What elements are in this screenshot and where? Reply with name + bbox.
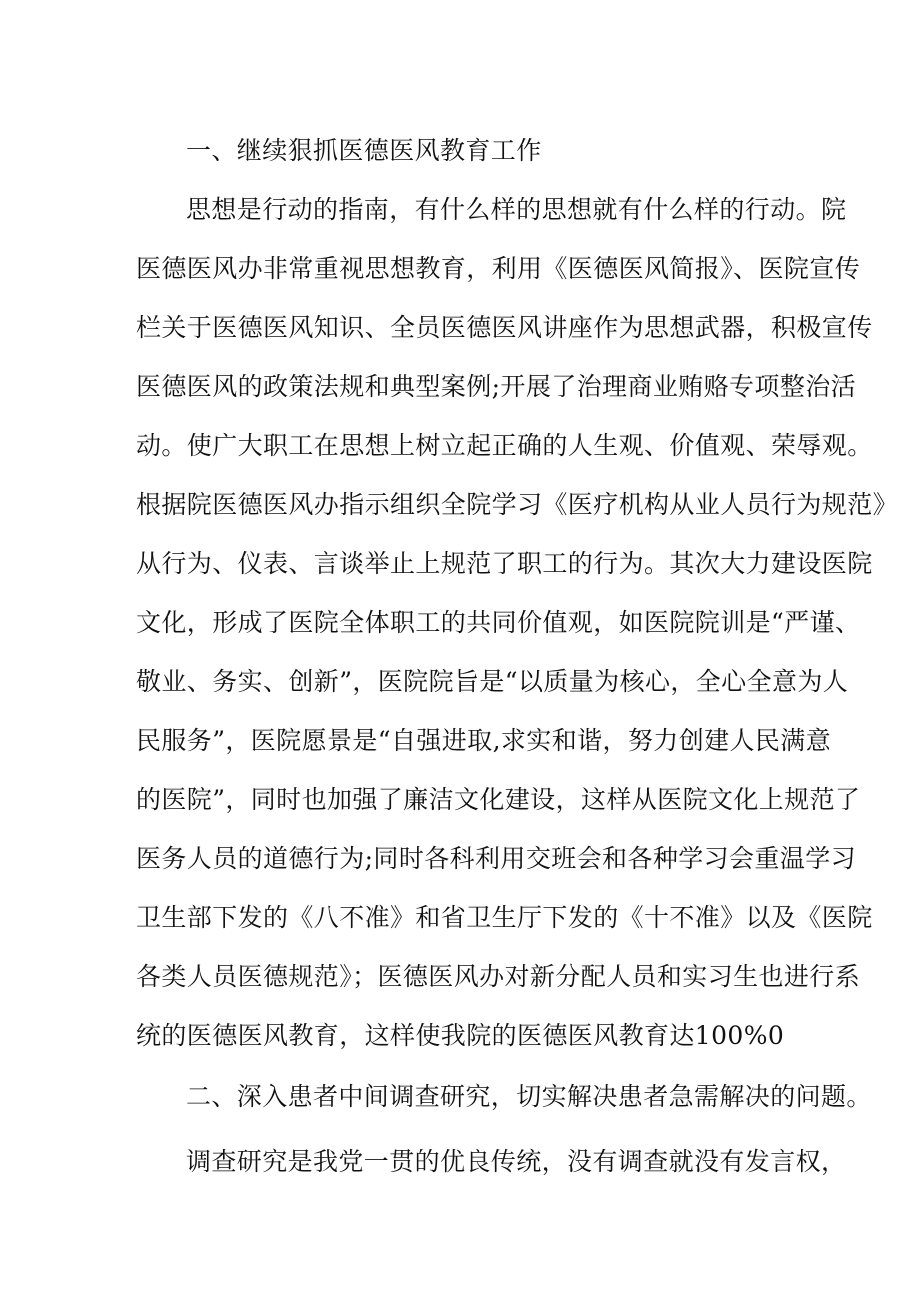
paragraph-1-line-15: 统的医德医风教育，这样使我院的医德医风教育达100%0 (136, 1021, 785, 1050)
paragraph-1-line-1: 思想是行动的指南，有什么样的思想就有什么样的行动。院 (186, 195, 847, 224)
paragraph-1-line-12: 医务人员的道德行为;同时各科利用交班会和各种学习会重温学习 (136, 844, 857, 873)
paragraph-1-line-6: 根据院医德医风办指示组织全院学习《医疗机构从业人员行为规范》 (136, 490, 899, 519)
paragraph-1-line-4: 医德医风的政策法规和典型案例;开展了治理商业贿赂专项整治活 (136, 372, 857, 401)
section-heading-2: 二、深入患者中间调查研究，切实解决患者急需解决的问题。 (186, 1082, 872, 1111)
paragraph-1-line-8: 文化，形成了医院全体职工的共同价值观，如医院院训是“严谨、 (136, 608, 861, 637)
paragraph-1-line-3: 栏关于医德医风知识、全员医德医风讲座作为思想武器，积极宣传 (136, 313, 873, 342)
paragraph-1-line-7: 从行为、仪表、言谈举止上规范了职工的行为。其次大力建设医院 (136, 549, 873, 578)
paragraph-1-line-14: 各类人员医德规范》；医德医风办对新分配人员和实习生也进行系 (136, 962, 861, 991)
paragraph-1-line-2: 医德医风办非常重视思想教育，利用《医德医风简报》、医院宣传 (136, 254, 861, 283)
paragraph-1-line-9: 敬业、务实、创新”，医院院旨是“以质量为核心，全心全意为人 (136, 667, 849, 696)
paragraph-1-line-13: 卫生部下发的《八不准》和省卫生厅下发的《十不准》以及《医院 (136, 903, 873, 932)
paragraph-1-line-5: 动。使广大职工在思想上树立起正确的人生观、价值观、荣辱观。 (136, 431, 873, 460)
paragraph-1-line-11: 的医院”，同时也加强了廉洁文化建设，这样从医院文化上规范了 (136, 785, 861, 814)
section-heading-1: 一、继续狠抓医德医风教育工作 (186, 136, 542, 165)
paragraph-2-line-1: 调查研究是我党一贯的优良传统，没有调查就没有发言权， (186, 1147, 847, 1176)
paragraph-1-line-10: 民服务”，医院愿景是“自强进取,求实和谐，努力创建人民满意 (136, 726, 832, 755)
